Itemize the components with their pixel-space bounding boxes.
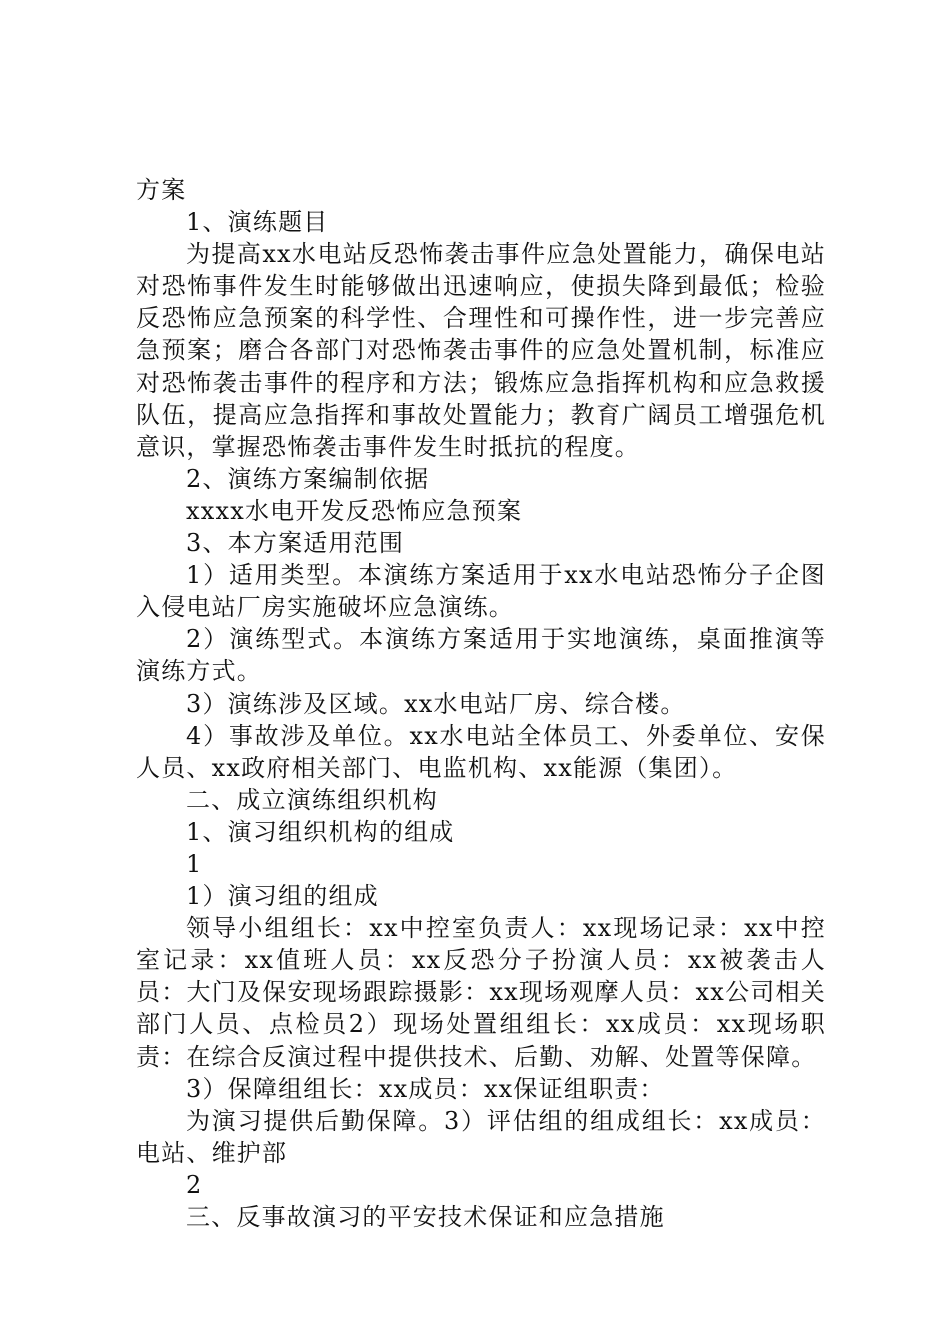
paragraph-page-number-1: 1 [186, 849, 203, 878]
paragraph-scope-type: 1）适用类型。本演练方案适用于xx水电站恐怖分子企图入侵电站厂房实施破坏应急演练。 [136, 561, 826, 622]
paragraph-basis-doc: xxxx水电开发反恐怖应急预案 [186, 496, 523, 525]
paragraph-section-organization: 二、成立演练组织机构 [186, 785, 438, 814]
paragraph-drill-group: 1）演习组的组成 [186, 882, 379, 911]
paragraph-evaluation-group: 为演习提供后勤保障。3）评估组的组成组长：xx成员：电站、维护部 [136, 1106, 826, 1167]
paragraph-heading-fangan: 方案 [136, 176, 187, 204]
paragraph-scope-form: 2）演练型式。本演练方案适用于实地演练，桌面推演等演练方式。 [136, 625, 826, 686]
paragraph-scope-area: 3）演练涉及区域。xx水电站厂房、综合楼。 [186, 689, 686, 718]
paragraph-leadership-group: 领导小组组长：xx中控室负责人：xx现场记录：xx中控室记录：xx值班人员：xx反恐分子扮演人员：xx被袭击人员：大门及保安现场跟踪摄影：xx现场观摩人员：xx公司相关部门人员、点检员2）现场处置组组长：xx成员：xx现场职责：在综合反演过程中提供技术、后勤、劝解、处置等保障。 [136, 914, 826, 1071]
paragraph-support-group: 3）保障组组长：xx成员：xx保证组职责： [186, 1074, 665, 1103]
paragraph-page-number-2: 2 [186, 1170, 203, 1199]
paragraph-section-scope: 3、本方案适用范围 [186, 529, 405, 558]
paragraph-scope-units: 4）事故涉及单位。xx水电站全体员工、外委单位、安保人员、xx政府相关部门、电监机构、xx能源（集团）。 [136, 721, 826, 782]
paragraph-org-composition: 1、演习组织机构的组成 [186, 817, 455, 846]
document-body [136, 174, 826, 1233]
paragraph-section-safety: 三、反事故演习的平安技术保证和应急措施 [186, 1203, 665, 1231]
paragraph-purpose: 为提高xx水电站反恐怖袭击事件应急处置能力，确保电站对恐怖事件发生时能够做出迅速响应，使损失降到最低；检验反恐怖应急预案的科学性、合理性和可操作性，进一步完善应急预案；磨合各部门对恐怖袭击事件的应急处置机制，标准应对恐怖袭击事件的程序和方法；锻炼应急指挥机构和应急救援队伍，提高应急指挥和事故处置能力；教育广阔员工增强危机意识，掌握恐怖袭击事件发生时抵抗的程度。 [136, 240, 826, 461]
paragraph-section-title: 1、演练题目 [186, 208, 329, 237]
paragraph-section-basis: 2、演练方案编制依据 [186, 464, 430, 493]
